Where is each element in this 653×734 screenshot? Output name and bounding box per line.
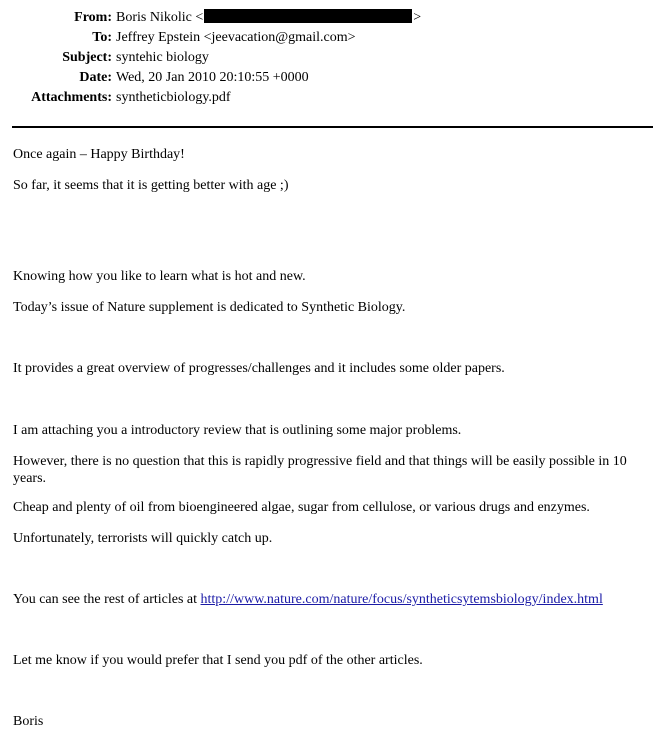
attachments-row (0, 88, 653, 108)
date-value: Wed, 20 Jan 2010 20:10:55 +0000 (116, 70, 309, 85)
message-paragraph: Cheap and plenty of oil from bioengineered algae, sugar from cellulose, or various drugs and enzymes. (13, 500, 590, 515)
message-paragraph: So far, it seems that it is getting better with age ;) (13, 178, 289, 193)
message-paragraph: It provides a great overview of progresses/challenges and it includes some older papers. (13, 361, 505, 376)
date-label: Date: (79, 70, 112, 85)
message-paragraph: Let me know if you would prefer that I send you pdf of the other articles. (13, 653, 423, 668)
from-name: Boris Nikolic < (116, 10, 204, 25)
subject-value: syntehic biology (116, 50, 209, 65)
message-paragraph (13, 591, 645, 608)
from-row (0, 8, 653, 28)
subject-row (0, 48, 653, 68)
message-paragraph: Today’s issue of Nature supplement is dedicated to Synthetic Biology. (13, 300, 406, 315)
header-divider (12, 126, 653, 128)
date-row (0, 68, 653, 88)
signature: Boris (13, 714, 44, 729)
message-paragraph: Once again – Happy Birthday! (13, 147, 185, 162)
message-paragraph: I am attaching you a introductory review that is outlining some major problems. (13, 423, 462, 438)
from-label: From: (74, 10, 112, 25)
attachment-filename[interactable]: syntheticbiology.pdf (116, 90, 231, 105)
attachments-label: Attachments: (31, 90, 112, 105)
to-label: To: (92, 30, 112, 45)
email-header (0, 8, 653, 108)
redaction-block (204, 9, 412, 23)
message-paragraph: Knowing how you like to learn what is hot and new. (13, 269, 306, 284)
message-paragraph: Unfortunately, terrorists will quickly catch up. (13, 531, 273, 546)
subject-label: Subject: (62, 50, 112, 65)
to-value: Jeffrey Epstein <jeevacation@gmail.com> (116, 30, 356, 45)
link-intro-text: You can see the rest of articles at (13, 592, 201, 607)
message-paragraph: However, there is no question that this is rapidly progressive field and that things will be easily possible in 10 years. (13, 454, 627, 486)
to-row (0, 28, 653, 48)
from-value (116, 8, 421, 28)
nature-article-link[interactable]: http://www.nature.com/nature/focus/syntheticsytemsbiology/index.html (200, 592, 603, 607)
from-close: > (413, 10, 422, 25)
